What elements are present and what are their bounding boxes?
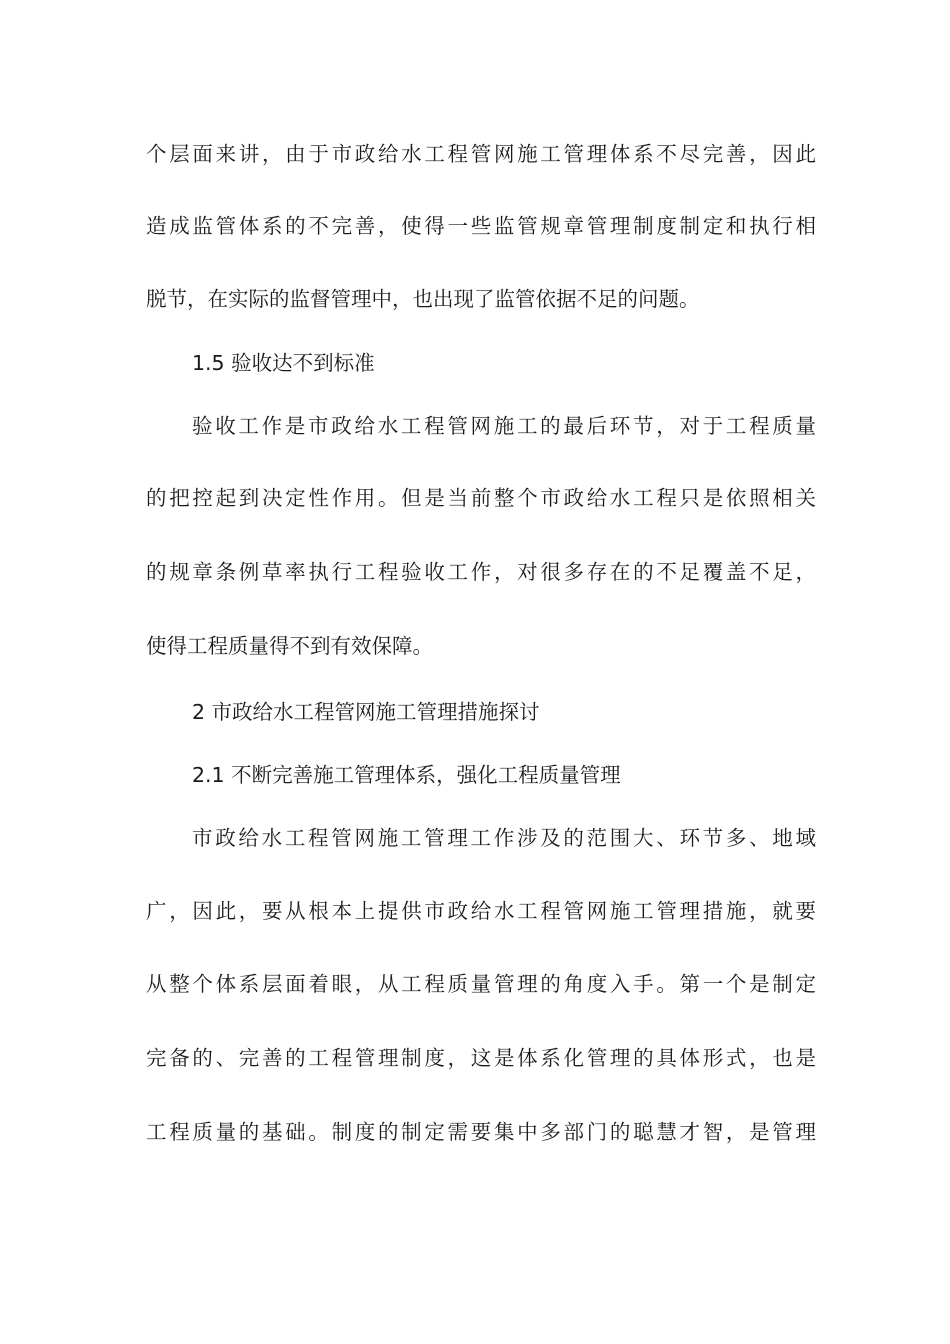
paragraph-1-line-1: 个层面来讲，由于市政给水工程管网施工管理体系不尽完善，因此 [146, 142, 816, 166]
paragraph-1-line-2: 造成监管体系的不完善，使得一些监管规章管理制度制定和执行相 [146, 214, 816, 238]
paragraph-2-line-2: 的把控起到决定性作用。但是当前整个市政给水工程只是依照相关 [146, 486, 816, 510]
paragraph-3-line-4: 完备的、完善的工程管理制度，这是体系化管理的具体形式，也是 [146, 1046, 816, 1070]
paragraph-1-line-3: 脱节，在实际的监督管理中，也出现了监管依据不足的问题。 [146, 287, 700, 311]
section-heading-1-5: 1.5 验收达不到标准 [192, 351, 375, 375]
paragraph-2-line-3: 的规章条例草率执行工程验收工作，对很多存在的不足覆盖不足， [146, 560, 816, 584]
paragraph-3-line-2: 广，因此，要从根本上提供市政给水工程管网施工管理措施，就要 [146, 899, 816, 923]
paragraph-2-line-4: 使得工程质量得不到有效保障。 [146, 634, 433, 658]
section-heading-2: 2 市政给水工程管网施工管理措施探讨 [192, 700, 540, 724]
paragraph-3-line-5: 工程质量的基础。制度的制定需要集中多部门的聪慧才智，是管理 [146, 1120, 816, 1144]
paragraph-2-line-1: 验收工作是市政给水工程管网施工的最后环节，对于工程质量 [192, 414, 816, 438]
paragraph-3-line-3: 从整个体系层面着眼，从工程质量管理的角度入手。第一个是制定 [146, 972, 816, 996]
section-heading-2-1: 2.1 不断完善施工管理体系，强化工程质量管理 [192, 763, 621, 787]
paragraph-3-line-1: 市政给水工程管网施工管理工作涉及的范围大、环节多、地域 [192, 826, 816, 850]
